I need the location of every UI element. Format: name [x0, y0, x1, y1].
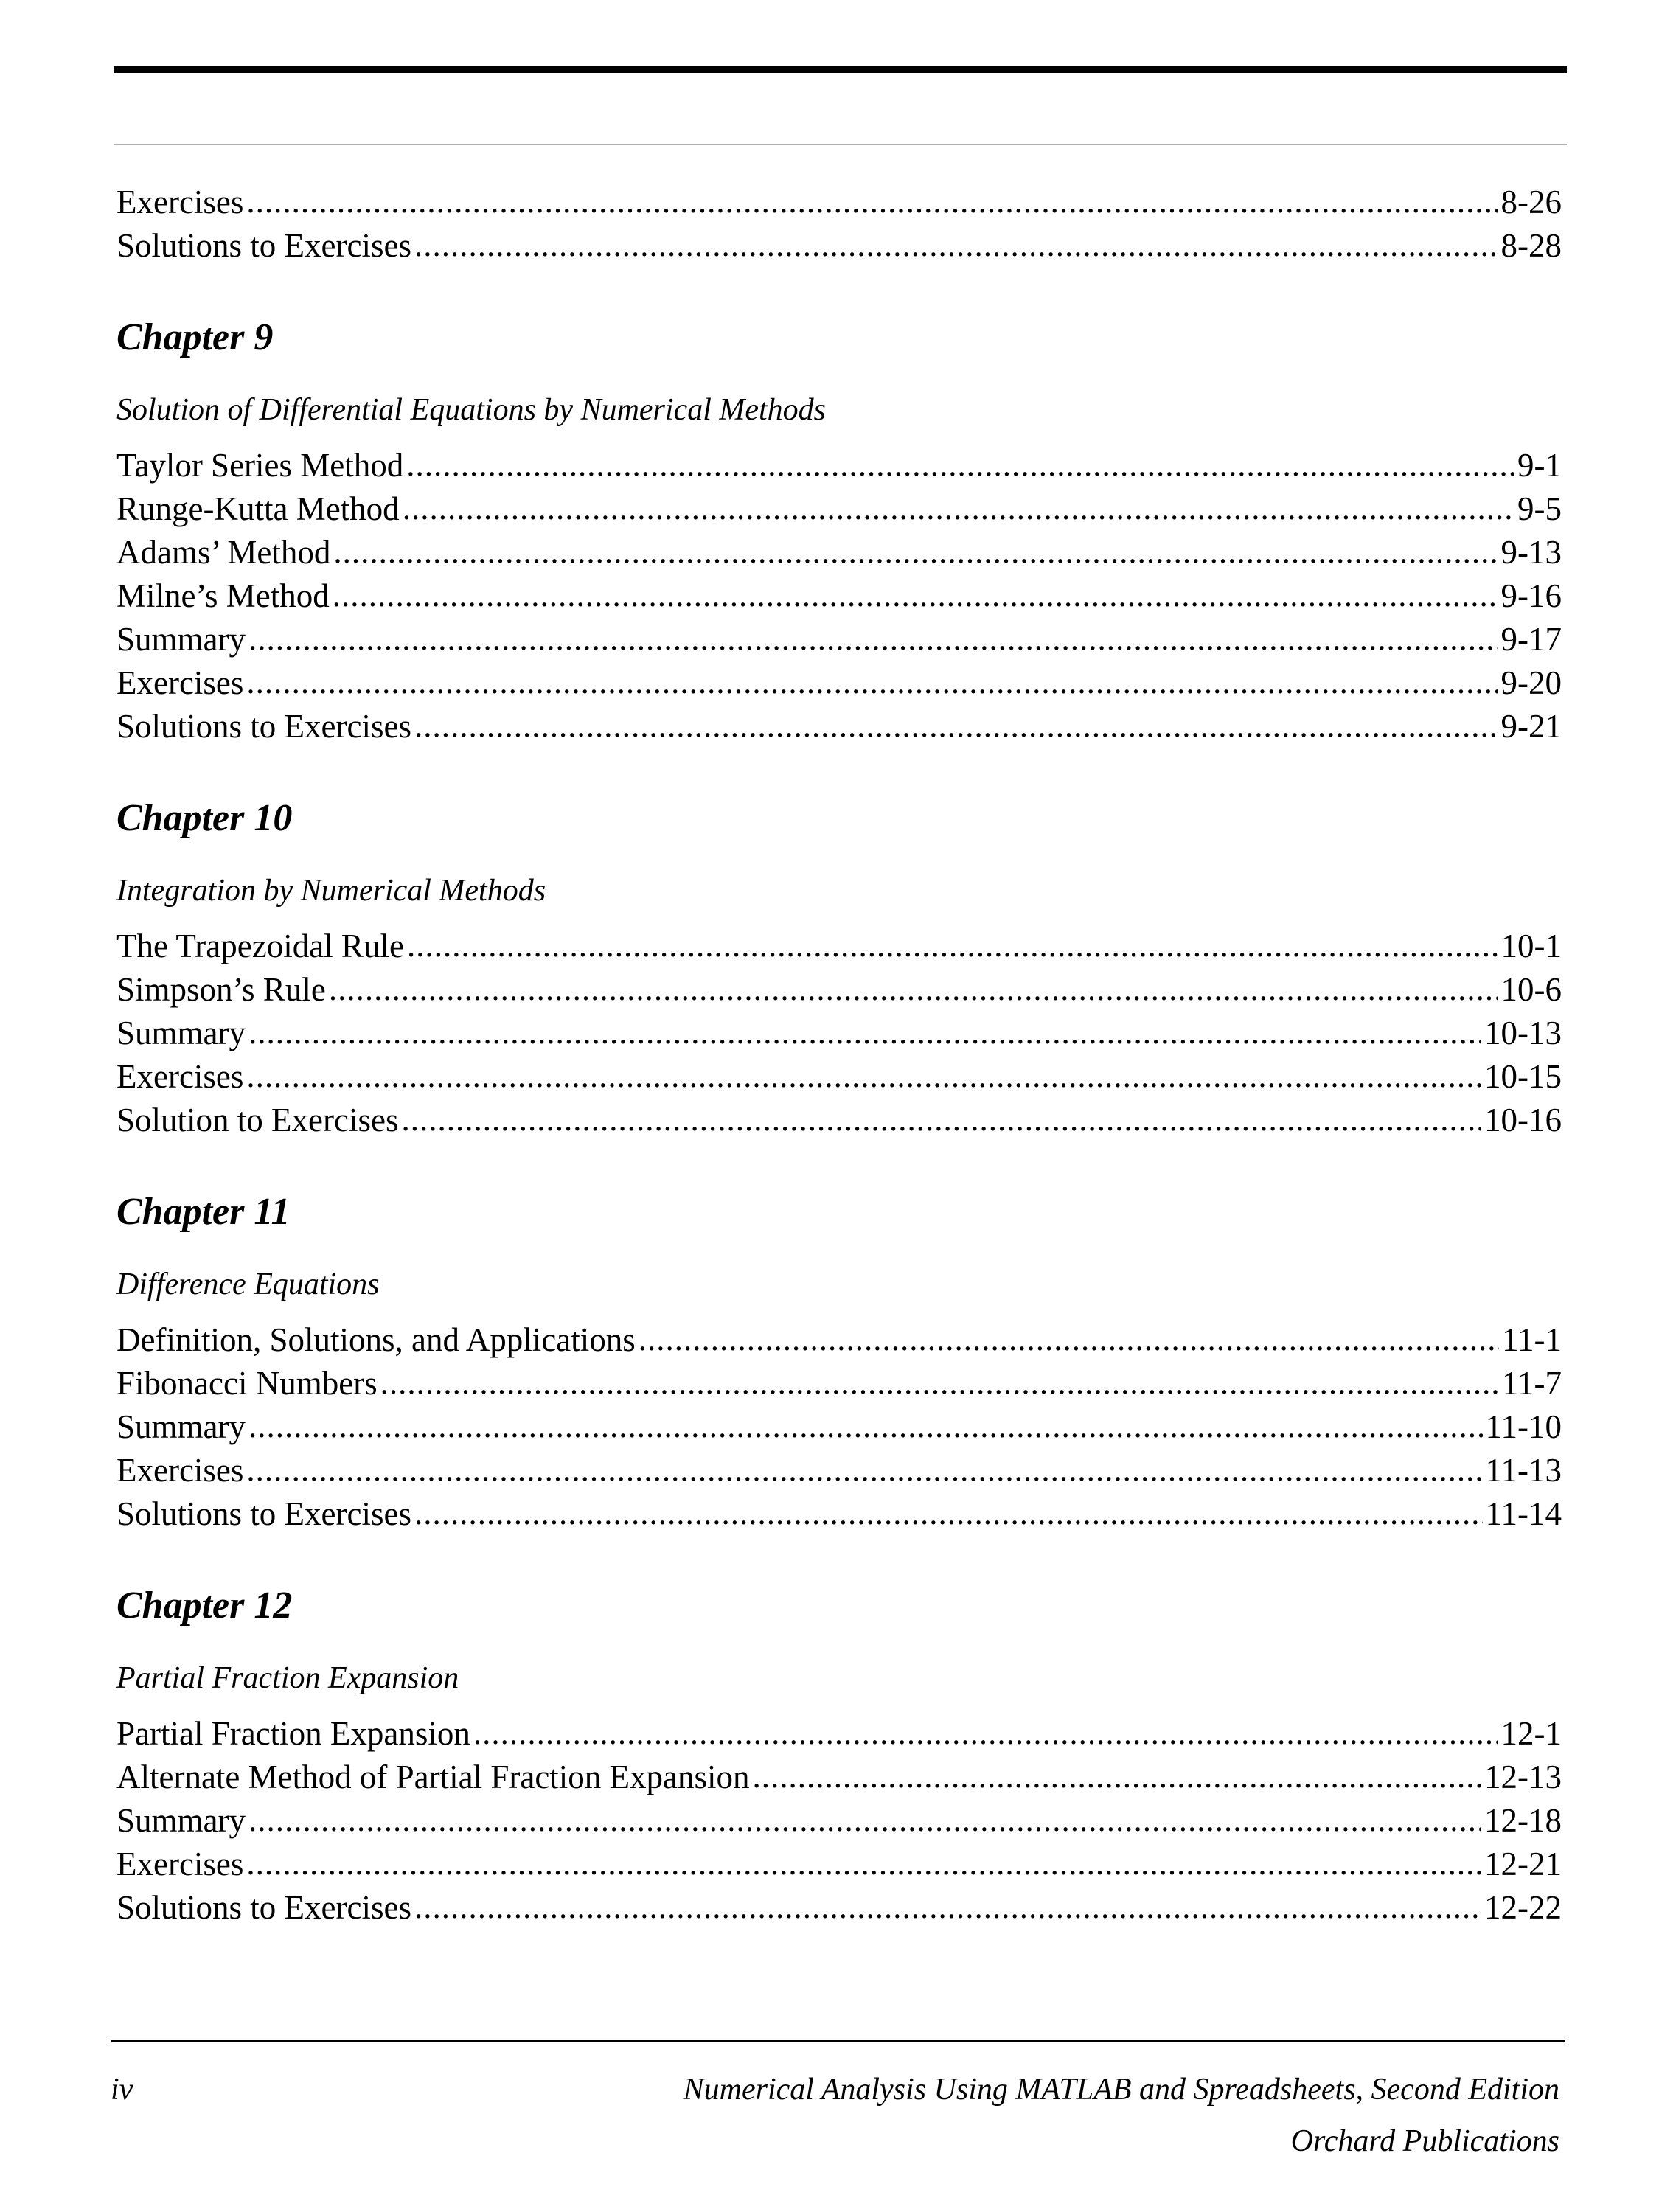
toc-entry-label: Exercises	[116, 184, 244, 220]
footer-page-number: iv	[111, 2073, 133, 2107]
toc-entry-page: 12-22	[1484, 1889, 1562, 1926]
chapter-title: Chapter 10	[116, 797, 293, 839]
toc-entry-page: 9-21	[1500, 708, 1562, 745]
toc-entry[interactable]	[116, 1318, 1562, 1362]
dot-leader	[639, 1318, 1499, 1361]
toc-entry-page: 10-1	[1500, 928, 1562, 964]
toc-entry-label: Adams’ Method	[116, 534, 331, 571]
continued-entries	[116, 181, 1562, 268]
toc-entry-label: Partial Fraction Expansion	[116, 1715, 470, 1752]
dot-leader	[246, 1448, 1482, 1492]
table-of-contents	[116, 181, 1562, 1930]
toc-entry-label: Definition, Solutions, and Applications	[116, 1321, 636, 1358]
toc-entry-page: 11-10	[1485, 1408, 1562, 1445]
toc-entry[interactable]	[116, 661, 1562, 705]
chapter-subtitle: Solution of Differential Equations by Numerical Methods	[116, 393, 827, 427]
dot-leader	[333, 530, 1498, 574]
toc-entry-label: Runge-Kutta Method	[116, 490, 400, 527]
toc-entry[interactable]	[116, 1012, 1562, 1055]
toc-entry-label: Solutions to Exercises	[116, 227, 411, 264]
dot-leader	[473, 1711, 1498, 1755]
toc-entry-page: 10-6	[1500, 971, 1562, 1008]
footer-publisher: Orchard Publications	[1290, 2124, 1559, 2158]
dot-leader	[380, 1361, 1500, 1405]
chapter-subtitle: Partial Fraction Expansion	[116, 1661, 459, 1695]
toc-entry-label: Exercises	[116, 1846, 244, 1882]
header-rule-thin	[114, 144, 1567, 145]
toc-entry[interactable]	[116, 1405, 1562, 1449]
toc-entry[interactable]	[116, 925, 1562, 968]
toc-entry-page: 11-14	[1485, 1495, 1562, 1532]
toc-entry-page: 12-13	[1484, 1759, 1562, 1795]
dot-leader	[403, 487, 1514, 530]
toc-entry[interactable]	[116, 181, 1562, 224]
toc-entry-label: Exercises	[116, 1058, 244, 1095]
toc-entry-label: Milne’s Method	[116, 577, 330, 614]
toc-entry-label: Alternate Method of Partial Fraction Expansion	[116, 1759, 750, 1795]
toc-entry[interactable]	[116, 1055, 1562, 1099]
header-rule-thick	[114, 66, 1567, 73]
toc-entry[interactable]	[116, 1756, 1562, 1799]
toc-entry[interactable]	[116, 574, 1562, 618]
dot-leader	[248, 1798, 1481, 1842]
toc-entry-page: 10-15	[1484, 1058, 1562, 1095]
toc-entry[interactable]	[116, 1492, 1562, 1536]
dot-leader	[414, 223, 1498, 267]
toc-entry-label: Solutions to Exercises	[116, 1495, 411, 1532]
toc-entry-page: 12-1	[1500, 1715, 1562, 1752]
dot-leader	[248, 617, 1498, 661]
toc-entry-label: Summary	[116, 621, 246, 658]
dot-leader	[753, 1755, 1481, 1798]
footer-book-title: Numerical Analysis Using MATLAB and Spreadsheets, Second Edition	[683, 2073, 1559, 2107]
chapter-title: Chapter 11	[116, 1191, 291, 1233]
dot-leader	[248, 1405, 1483, 1448]
toc-entry[interactable]	[116, 968, 1562, 1012]
toc-entry-page: 12-21	[1484, 1846, 1562, 1882]
chapter-section	[116, 793, 1562, 1142]
toc-entry-label: Simpson’s Rule	[116, 971, 326, 1008]
toc-entry-page: 9-13	[1500, 534, 1562, 571]
footer-rule	[111, 2040, 1565, 2042]
dot-leader	[414, 1885, 1481, 1929]
toc-entry-label: Summary	[116, 1802, 246, 1839]
toc-entry-page: 9-17	[1500, 621, 1562, 658]
toc-entry-label: The Trapezoidal Rule	[116, 928, 404, 964]
toc-entry-page: 9-1	[1517, 447, 1562, 484]
dot-leader	[329, 967, 1498, 1011]
toc-entry-label: Solution to Exercises	[116, 1102, 399, 1138]
toc-entry[interactable]	[116, 224, 1562, 268]
dot-leader	[246, 1054, 1481, 1098]
dot-leader	[414, 704, 1498, 748]
toc-entry-page: 8-28	[1500, 227, 1562, 264]
chapter-title: Chapter 9	[116, 316, 274, 358]
toc-entry[interactable]	[116, 618, 1562, 661]
chapter-subtitle: Integration by Numerical Methods	[116, 874, 546, 908]
toc-entry-page: 11-7	[1502, 1365, 1562, 1402]
toc-entry-page: 12-18	[1484, 1802, 1562, 1839]
toc-entry[interactable]	[116, 1449, 1562, 1492]
dot-leader	[246, 180, 1498, 223]
toc-entry[interactable]	[116, 705, 1562, 748]
dot-leader	[333, 574, 1498, 617]
toc-entry-label: Solutions to Exercises	[116, 708, 411, 745]
toc-entry[interactable]	[116, 531, 1562, 574]
toc-entry-label: Summary	[116, 1408, 246, 1445]
toc-entry-label: Solutions to Exercises	[116, 1889, 411, 1926]
toc-entry[interactable]	[116, 1099, 1562, 1142]
dot-leader	[248, 1011, 1481, 1054]
toc-entry[interactable]	[116, 1843, 1562, 1886]
toc-entry[interactable]	[116, 1799, 1562, 1843]
chapter-subtitle: Difference Equations	[116, 1267, 380, 1301]
dot-leader	[406, 443, 1514, 487]
toc-entry-page: 9-5	[1517, 490, 1562, 527]
dot-leader	[246, 1842, 1481, 1885]
toc-entry-label: Summary	[116, 1015, 246, 1051]
dot-leader	[407, 924, 1498, 967]
toc-entry[interactable]	[116, 444, 1562, 487]
toc-entry-label: Exercises	[116, 1452, 244, 1489]
toc-entry-page: 10-16	[1484, 1102, 1562, 1138]
toc-entry[interactable]	[116, 1712, 1562, 1756]
toc-entry[interactable]	[116, 1886, 1562, 1930]
chapter-section	[116, 312, 1562, 748]
toc-entry-page: 11-1	[1502, 1321, 1562, 1358]
dot-leader	[246, 661, 1498, 704]
chapter-title: Chapter 12	[116, 1585, 293, 1627]
toc-entry-label: Fibonacci Numbers	[116, 1365, 378, 1402]
toc-entry[interactable]	[116, 487, 1562, 531]
toc-entry-label: Taylor Series Method	[116, 447, 404, 484]
toc-entry-label: Exercises	[116, 664, 244, 701]
toc-entry[interactable]	[116, 1362, 1562, 1405]
chapter-section	[116, 1580, 1562, 1930]
chapter-section	[116, 1186, 1562, 1536]
toc-entry-page: 9-16	[1500, 577, 1562, 614]
toc-entry-page: 9-20	[1500, 664, 1562, 701]
toc-entry-page: 8-26	[1500, 184, 1562, 220]
toc-entry-page: 11-13	[1485, 1452, 1562, 1489]
dot-leader	[414, 1492, 1483, 1535]
toc-entry-page: 10-13	[1484, 1015, 1562, 1051]
dot-leader	[401, 1098, 1481, 1141]
